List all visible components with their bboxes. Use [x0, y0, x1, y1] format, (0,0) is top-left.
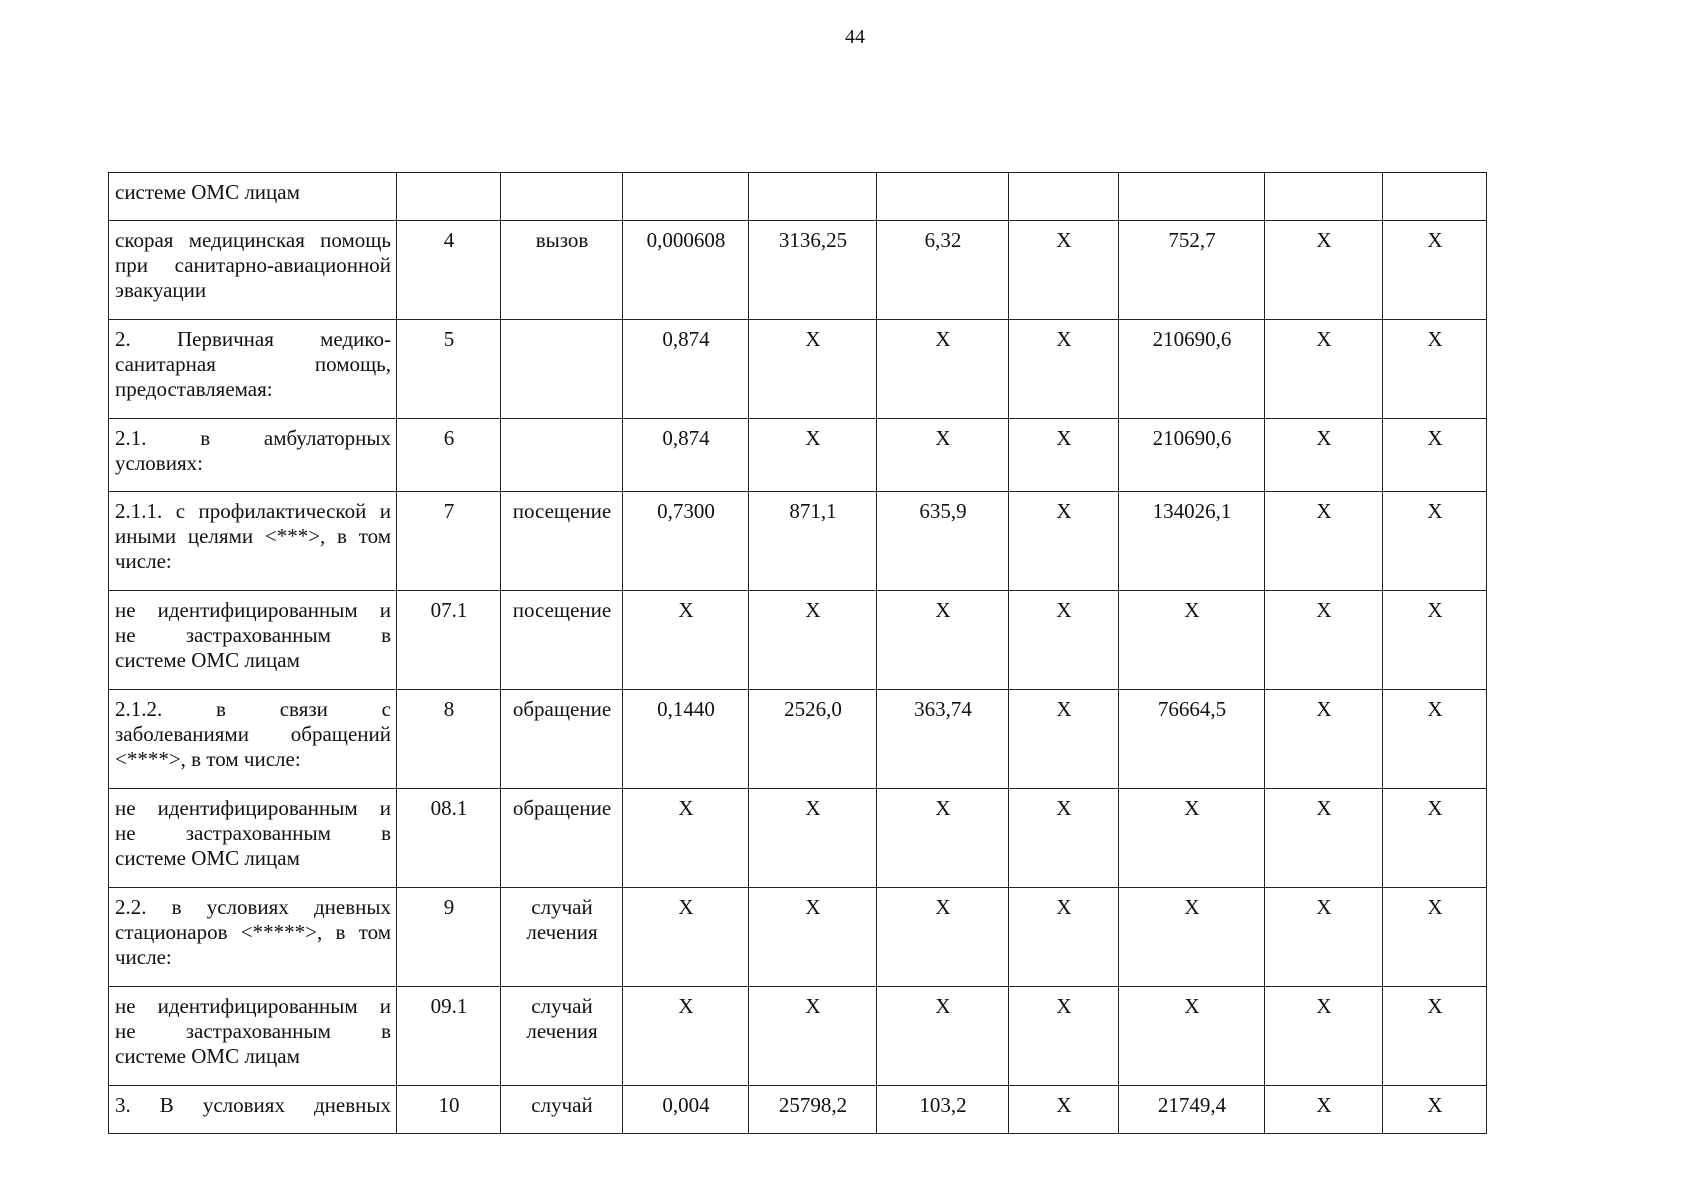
- row-name-line: иными целями <***>, в том: [115, 524, 391, 548]
- cell-c2: Х: [749, 987, 877, 1086]
- table-row: [109, 419, 1487, 492]
- row-name-cell: [109, 690, 397, 789]
- cell-c3: Х: [877, 888, 1009, 987]
- table-row: [109, 987, 1487, 1086]
- cell-num: 4: [397, 221, 501, 320]
- cell-c7: [1383, 173, 1487, 221]
- cell-c6: Х: [1265, 221, 1383, 320]
- row-name-line: заболеваниями обращений: [115, 722, 391, 746]
- cell-c3: 6,32: [877, 221, 1009, 320]
- cell-unit: обращение: [501, 690, 623, 789]
- cell-c7: Х: [1383, 1086, 1487, 1134]
- cell-c1: 0,000608: [623, 221, 749, 320]
- cell-c4: Х: [1009, 888, 1119, 987]
- table-row: [109, 320, 1487, 419]
- cell-c1: 0,874: [623, 320, 749, 419]
- page-number: 44: [845, 26, 865, 48]
- cell-c4: Х: [1009, 987, 1119, 1086]
- cell-c1: Х: [623, 591, 749, 690]
- cell-c7: Х: [1383, 987, 1487, 1086]
- row-name-line: предоставляемая:: [115, 377, 273, 401]
- row-name-line: не идентифицированным и: [115, 598, 391, 622]
- cell-c1: 0,004: [623, 1086, 749, 1134]
- cell-num: 7: [397, 492, 501, 591]
- cell-num: 8: [397, 690, 501, 789]
- row-name-line: 2.2. в условиях дневных: [115, 895, 391, 919]
- row-name-cell: [109, 221, 397, 320]
- table-row: [109, 591, 1487, 690]
- cell-c3: 363,74: [877, 690, 1009, 789]
- cell-c5: 134026,1: [1119, 492, 1265, 591]
- row-name-line: 2.1.2. в связи с: [115, 697, 391, 721]
- cell-c5: 210690,6: [1119, 320, 1265, 419]
- cell-num: 6: [397, 419, 501, 492]
- table-row: [109, 221, 1487, 320]
- cell-c5: Х: [1119, 987, 1265, 1086]
- cell-c5: Х: [1119, 591, 1265, 690]
- cell-num: 09.1: [397, 987, 501, 1086]
- cell-c1: Х: [623, 987, 749, 1086]
- cell-c7: Х: [1383, 888, 1487, 987]
- cell-c4: [1009, 173, 1119, 221]
- cell-c7: Х: [1383, 492, 1487, 591]
- cell-c4: Х: [1009, 221, 1119, 320]
- cell-c3: Х: [877, 419, 1009, 492]
- cell-num: 10: [397, 1086, 501, 1134]
- cell-c6: Х: [1265, 419, 1383, 492]
- cell-c3: Х: [877, 320, 1009, 419]
- cell-c4: Х: [1009, 320, 1119, 419]
- row-name-line: условиях:: [115, 451, 203, 475]
- cell-c2: Х: [749, 591, 877, 690]
- cell-c7: Х: [1383, 221, 1487, 320]
- financing-table: [108, 172, 1487, 1134]
- row-name-cell: [109, 1086, 397, 1134]
- row-name-line: системе ОМС лицам: [115, 846, 300, 870]
- cell-num: 07.1: [397, 591, 501, 690]
- row-name-line: системе ОМС лицам: [115, 1044, 300, 1068]
- cell-c2: 871,1: [749, 492, 877, 591]
- row-name-cell: [109, 320, 397, 419]
- cell-unit: посещение: [501, 591, 623, 690]
- cell-c6: [1265, 173, 1383, 221]
- row-name-cell: [109, 591, 397, 690]
- cell-c4: Х: [1009, 789, 1119, 888]
- table-row: [109, 173, 1487, 221]
- row-name-line: <****>, в том числе:: [115, 747, 301, 771]
- cell-num: 9: [397, 888, 501, 987]
- cell-unit: [501, 419, 623, 492]
- cell-num: [397, 173, 501, 221]
- row-name-cell: [109, 492, 397, 591]
- cell-c6: Х: [1265, 987, 1383, 1086]
- row-name-line: системе ОМС лицам: [115, 648, 300, 672]
- cell-c5: 752,7: [1119, 221, 1265, 320]
- cell-c7: Х: [1383, 789, 1487, 888]
- cell-c2: [749, 173, 877, 221]
- cell-c2: Х: [749, 888, 877, 987]
- cell-unit: вызов: [501, 221, 623, 320]
- cell-c6: Х: [1265, 1086, 1383, 1134]
- row-name-line: числе:: [115, 945, 172, 969]
- cell-unit: [501, 173, 623, 221]
- row-name-line: не застрахованным в: [115, 623, 391, 647]
- row-name-line: не застрахованным в: [115, 1019, 391, 1043]
- cell-c1: [623, 173, 749, 221]
- cell-c4: Х: [1009, 419, 1119, 492]
- cell-c6: Х: [1265, 888, 1383, 987]
- cell-unit: [501, 320, 623, 419]
- row-name-line: системе ОМС лицам: [115, 180, 300, 204]
- cell-c6: Х: [1265, 789, 1383, 888]
- table-row: [109, 1086, 1487, 1134]
- cell-c1: 0,874: [623, 419, 749, 492]
- cell-c4: Х: [1009, 690, 1119, 789]
- cell-c2: Х: [749, 789, 877, 888]
- cell-c5: Х: [1119, 789, 1265, 888]
- cell-unit: случай: [501, 1086, 623, 1134]
- cell-c2: 3136,25: [749, 221, 877, 320]
- row-name-cell: [109, 419, 397, 492]
- row-name-cell: [109, 987, 397, 1086]
- cell-c1: Х: [623, 888, 749, 987]
- cell-c1: Х: [623, 789, 749, 888]
- row-name-line: скорая медицинская помощь: [115, 228, 391, 252]
- row-name-line: числе:: [115, 549, 172, 573]
- cell-c5: 210690,6: [1119, 419, 1265, 492]
- cell-c2: Х: [749, 320, 877, 419]
- cell-c1: 0,7300: [623, 492, 749, 591]
- cell-c5: 76664,5: [1119, 690, 1265, 789]
- cell-unit: посещение: [501, 492, 623, 591]
- cell-c7: Х: [1383, 591, 1487, 690]
- cell-c7: Х: [1383, 320, 1487, 419]
- cell-c6: Х: [1265, 690, 1383, 789]
- cell-unit: случай лечения: [501, 888, 623, 987]
- row-name-cell: [109, 173, 397, 221]
- cell-c7: Х: [1383, 690, 1487, 789]
- row-name-line: не идентифицированным и: [115, 796, 391, 820]
- row-name-line: не идентифицированным и: [115, 994, 391, 1018]
- table-row: [109, 690, 1487, 789]
- row-name-line: 3. В условиях дневных: [115, 1093, 391, 1117]
- row-name-line: при санитарно-авиационной: [115, 253, 391, 277]
- cell-c3: Х: [877, 987, 1009, 1086]
- cell-c4: Х: [1009, 492, 1119, 591]
- cell-c3: [877, 173, 1009, 221]
- table-row: [109, 789, 1487, 888]
- cell-c2: Х: [749, 419, 877, 492]
- cell-c6: Х: [1265, 492, 1383, 591]
- row-name-line: стационаров <*****>, в том: [115, 920, 391, 944]
- row-name-cell: [109, 789, 397, 888]
- cell-c3: 635,9: [877, 492, 1009, 591]
- cell-c4: Х: [1009, 1086, 1119, 1134]
- cell-c2: 25798,2: [749, 1086, 877, 1134]
- row-name-line: не застрахованным в: [115, 821, 391, 845]
- cell-c1: 0,1440: [623, 690, 749, 789]
- cell-c2: 2526,0: [749, 690, 877, 789]
- cell-c5: 21749,4: [1119, 1086, 1265, 1134]
- cell-num: 5: [397, 320, 501, 419]
- cell-num: 08.1: [397, 789, 501, 888]
- cell-c3: Х: [877, 591, 1009, 690]
- cell-c3: Х: [877, 789, 1009, 888]
- row-name-line: 2.1. в амбулаторных: [115, 426, 391, 450]
- row-name-line: санитарная помощь,: [115, 352, 391, 376]
- table-row: [109, 888, 1487, 987]
- cell-unit: обращение: [501, 789, 623, 888]
- cell-unit: случай лечения: [501, 987, 623, 1086]
- row-name-line: 2. Первичная медико-: [115, 327, 391, 351]
- cell-c4: Х: [1009, 591, 1119, 690]
- row-name-line: эвакуации: [115, 278, 207, 302]
- cell-c6: Х: [1265, 591, 1383, 690]
- cell-c7: Х: [1383, 419, 1487, 492]
- row-name-cell: [109, 888, 397, 987]
- table-row: [109, 492, 1487, 591]
- cell-c6: Х: [1265, 320, 1383, 419]
- cell-c5: [1119, 173, 1265, 221]
- table-body: [109, 173, 1487, 1134]
- cell-c3: 103,2: [877, 1086, 1009, 1134]
- cell-c5: Х: [1119, 888, 1265, 987]
- row-name-line: 2.1.1. с профилактической и: [115, 499, 391, 523]
